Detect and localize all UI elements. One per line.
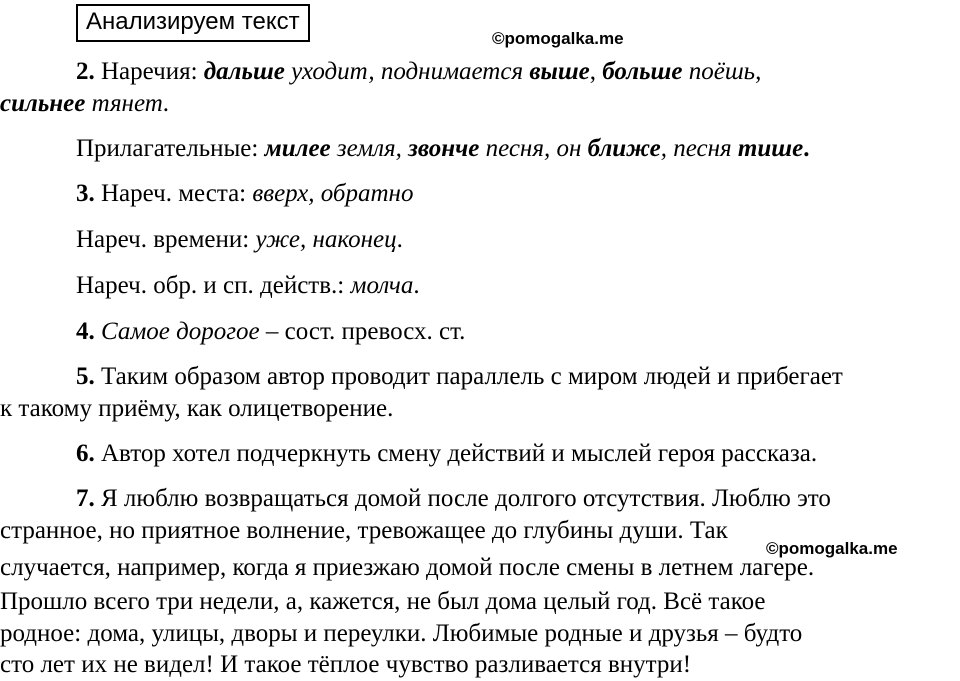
text-span: молча [350,272,414,299]
text-span: Наречия: [94,58,204,85]
text-span: Прошло всего три недели, а, кажется, не был дома целый год. Всё такое [0,588,766,615]
q7-line-6 [0,649,691,681]
q7-line-2 [0,515,728,547]
emphasis-word: сильнее [0,90,86,117]
text-span: уходит, поднимается [284,58,530,85]
text-span: Я люблю возвращаться домой после долгого отсутствия. Люблю это [94,485,831,512]
text-span: уже, наконец [255,226,397,253]
q2-line-2 [0,88,169,120]
q2-line-1 [76,56,761,88]
emphasis-word: тише [737,135,804,162]
text-span: . [162,90,170,117]
text-span: странное, но приятное волнение, тревожащее до глубины души. Так [0,517,728,544]
watermark: ©pomogalka.me [766,539,898,558]
q7-line-3 [0,552,814,584]
q7-line-5 [0,618,802,650]
emphasis-word: дальше [203,58,285,85]
q4-line [76,316,465,348]
q5-line-2 [0,393,393,425]
emphasis-word: милее [264,135,331,162]
text-span: . [396,226,403,253]
section-heading: Анализируем текст [76,4,310,42]
text-span: к такому приёму, как олицетворение. [0,395,394,422]
text-span: Автор хотел подчеркнуть смену действий и мыслей героя рассказа. [94,440,818,467]
text-span: родное: дома, улицы, дворы и переулки. Любимые родные и друзья – будто [0,620,803,647]
text-span: Таким образом автор проводит параллель с миром людей и прибегает [94,363,843,390]
text-span: тянет [85,90,163,117]
text-span: Прилагательные: [76,135,265,162]
q7-line-1 [76,483,831,515]
q3-time [76,224,403,256]
emphasis-word: ближе [587,135,661,162]
text-span: Нареч. обр. и сп. действ.: [76,272,351,299]
text-span: вверх, обратно [252,180,414,207]
q3-number: 3. [76,180,95,207]
q6-number: 6. [76,440,95,467]
text-span: . [413,272,420,299]
q5-line-1 [76,361,843,393]
q3-manner [76,270,420,302]
q7-number: 7. [76,485,95,512]
text-span: . [803,135,810,162]
emphasis-word: выше [529,58,590,85]
emphasis-word: больше [602,58,683,85]
text-span: , [589,58,603,85]
text-span: – сост. превосх. ст. [259,318,466,345]
text-span: , песня [660,135,738,162]
text-span: Самое дорогое [101,318,260,345]
text-span: Нареч. времени: [76,226,256,253]
text-span: Нареч. места: [94,180,253,207]
text-span: сто лет их не видел! И такое тёплое чувство разливается внутри! [0,651,692,678]
text-span: песня, он [479,135,588,162]
watermark: ©pomogalka.me [492,29,624,48]
text-span: случается, например, когда я приезжаю домой после смены в летнем лагере. [0,554,815,581]
q7-line-4 [0,586,766,618]
q2-line-3 [76,133,809,165]
emphasis-word: звонче [408,135,480,162]
text-span: поёшь, [682,58,762,85]
text-span: земля, [330,135,409,162]
q6-line [76,438,817,470]
q2-number: 2. [76,58,95,85]
q4-number: 4. [76,318,95,345]
q3-place [76,178,413,210]
q5-number: 5. [76,363,95,390]
